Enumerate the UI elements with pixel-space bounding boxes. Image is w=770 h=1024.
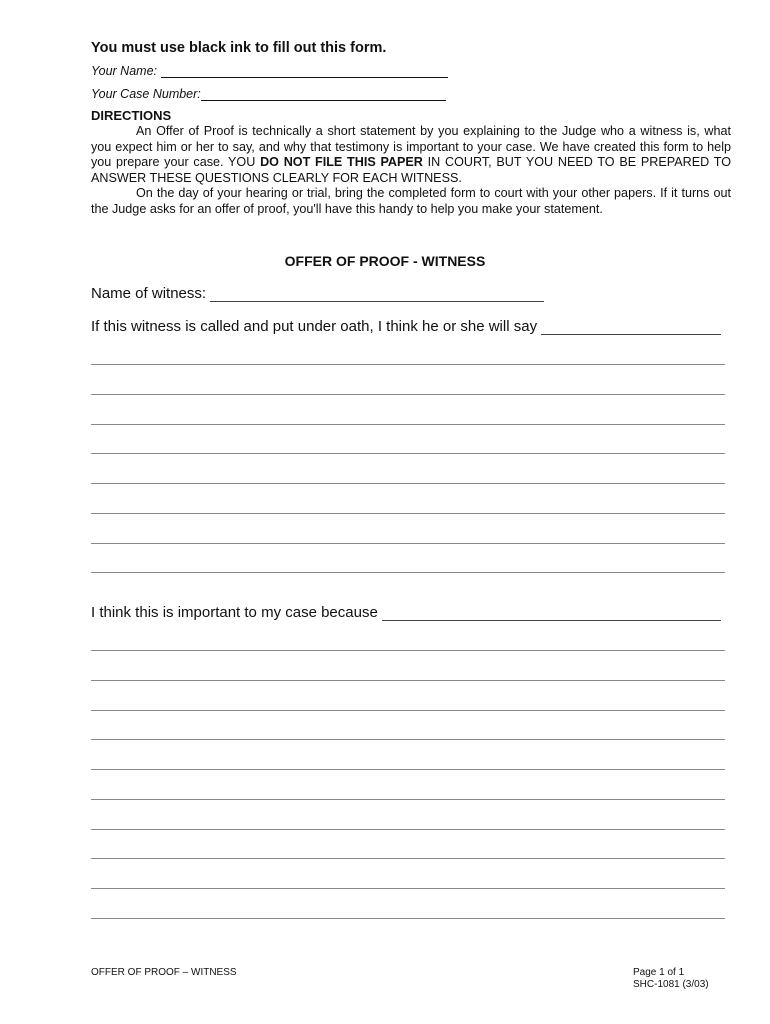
testimony-line[interactable] — [91, 483, 725, 484]
your-name-label: Your Name: — [91, 64, 158, 78]
importance-line[interactable] — [91, 680, 725, 681]
form-title: OFFER OF PROOF - WITNESS — [284, 253, 486, 269]
importance-line[interactable] — [91, 799, 725, 800]
footer-page-info — [633, 967, 709, 991]
testimony-line[interactable] — [91, 364, 725, 365]
footer-page-number: Page 1 of 1 — [633, 967, 685, 978]
testimony-line[interactable] — [91, 424, 725, 425]
importance-line[interactable] — [91, 769, 725, 770]
directions-paragraph-2: On the day of your hearing or trial, bring the completed form to court with your other papers. If it turns out the Judge asks for an offer of proof, you'll have this handy to help you make your statement. — [91, 186, 731, 216]
testimony-line[interactable] — [91, 572, 725, 573]
directions-paragraph-1-start: An Offer of Proof is technically a short statement by you explaining to the Judge who a witness is, what you expect him or her to say, and why that testimony is important to your case. We have created this form to help you prepare your case. YOU — [91, 124, 731, 169]
testimony-first-line[interactable] — [541, 318, 721, 335]
importance-row — [91, 604, 721, 621]
footer-form-code: SHC-1081 (3/03) — [633, 979, 709, 990]
directions-paragraph-1 — [91, 124, 731, 186]
testimony-line[interactable] — [91, 513, 725, 514]
testimony-label: If this witness is called and put under oath, I think he or she will say — [91, 318, 538, 335]
importance-line[interactable] — [91, 918, 725, 919]
importance-line[interactable] — [91, 858, 725, 859]
testimony-line[interactable] — [91, 453, 725, 454]
black-ink-notice: You must use black ink to fill out this form. — [91, 40, 387, 56]
importance-line[interactable] — [91, 650, 725, 651]
footer-form-name: OFFER OF PROOF – WITNESS — [91, 967, 237, 978]
importance-label: I think this is important to my case because — [91, 604, 378, 621]
your-name-row — [91, 63, 448, 78]
directions-do-not-file-emphasis: DO NOT FILE THIS PAPER — [260, 155, 423, 169]
directions-text — [91, 124, 731, 217]
importance-line[interactable] — [91, 739, 725, 740]
testimony-line[interactable] — [91, 394, 725, 395]
name-of-witness-row — [91, 285, 544, 302]
directions-paragraph-1-end: IN COURT, BUT YOU NEED TO BE PREPARED TO ANSWER THESE QUESTIONS CLEARLY FOR EACH WITNESS. — [91, 155, 731, 185]
name-of-witness-label: Name of witness: — [91, 285, 207, 302]
importance-line[interactable] — [91, 829, 725, 830]
testimony-row — [91, 318, 721, 335]
name-of-witness-field[interactable] — [210, 285, 544, 302]
your-name-field[interactable] — [161, 63, 448, 78]
testimony-line[interactable] — [91, 543, 725, 544]
your-case-number-label: Your Case Number: — [91, 87, 201, 101]
directions-title: DIRECTIONS — [91, 108, 172, 123]
importance-line[interactable] — [91, 888, 725, 889]
your-case-number-row — [91, 86, 446, 101]
importance-first-line[interactable] — [382, 604, 721, 621]
importance-line[interactable] — [91, 710, 725, 711]
your-case-number-field[interactable] — [201, 86, 446, 101]
